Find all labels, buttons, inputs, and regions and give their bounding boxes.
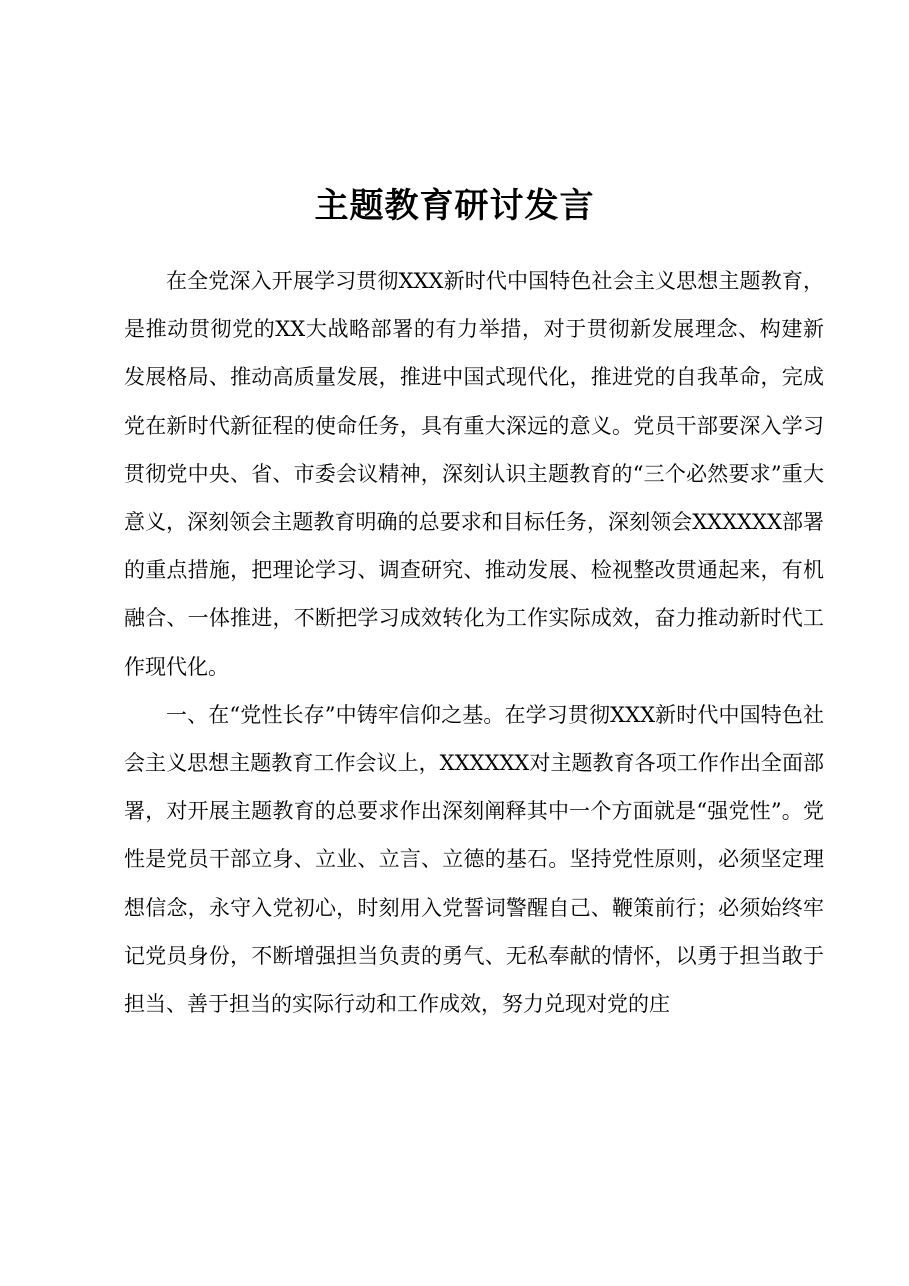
document-title: 主题教育研讨发言 [314,186,595,226]
paragraph-section-1: 一、在“党性长存”中铸牢信仰之基。在学习贯彻XXX新时代中国特色社会主义思想主题教育工作会议上，XXXXXX对主题教育各项工作作出全面部署，对开展主题教育的总要求作出深刻阐释其中一个方面就是“强党性”。党性是党员干部立身、立业、立言、立德的基石。坚持党性原则，必须坚定理想信念，永守入党初心，时刻用入党誓词警醒自己、鞭策前行；必须始终牢记党员身份，不断增强担当负责的勇气、无私奉献的情怀，以勇于担当敢于担当、善于担当的实际行动和工作成效，努力兑现对党的庄 [124,702,824,1017]
document-body [124,257,824,1028]
paragraph-intro: 在全党深入开展学习贯彻XXX新时代中国特色社会主义思想主题教育，是推动贯彻党的XX大战略部署的有力举措，对于贯彻新发展理念、构建新发展格局、推动高质量发展，推进中国式现代化，推进党的自我革命，完成党在新时代新征程的使命任务，具有重大深远的意义。党员干部要深入学习贯彻党中央、省、市委会议精神，深刻认识主题教育的“三个必然要求”重大意义，深刻领会主题教育明确的总要求和目标任务，深刻领会XXXXXX部署的重点措施，把理论学习、调查研究、推动发展、检视整改贯通起来，有机融合、一体推进，不断把学习成效转化为工作实际成效，奋力推动新时代工作现代化。 [124,269,824,679]
